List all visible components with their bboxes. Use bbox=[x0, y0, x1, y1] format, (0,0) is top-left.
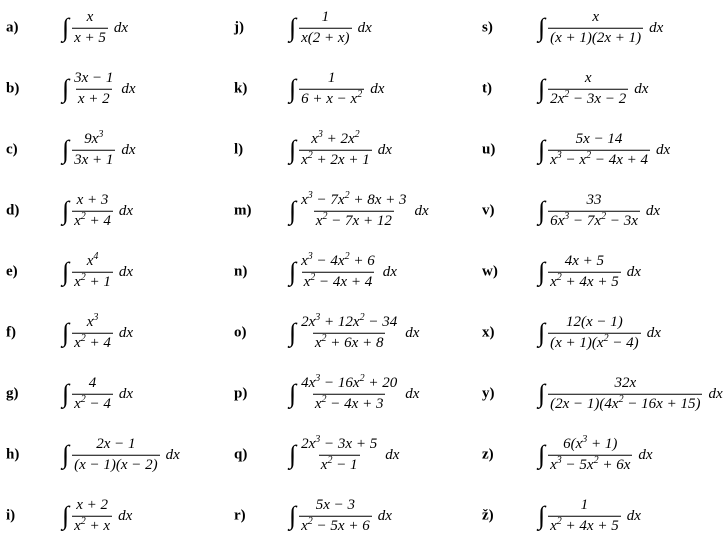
numerator: 5x − 14 bbox=[575, 130, 623, 147]
fraction bbox=[548, 132, 650, 169]
denominator: $(x + 1)(x^2 - 4)$ bbox=[550, 332, 639, 351]
integral-item-ž bbox=[482, 486, 717, 546]
differential: dx bbox=[377, 507, 392, 524]
denominator: $x^2 - 4x + 4$ bbox=[303, 271, 373, 290]
fraction bbox=[72, 71, 115, 108]
integral-sign-icon: ∫ bbox=[62, 257, 70, 286]
integral-sign-icon: ∫ bbox=[62, 379, 70, 408]
fraction bbox=[72, 437, 160, 474]
integral-item-u bbox=[482, 120, 717, 180]
integral-expression bbox=[538, 498, 641, 535]
integral-label: l) bbox=[234, 141, 244, 158]
integral-sign-icon: ∫ bbox=[289, 74, 297, 103]
integral-label: h) bbox=[6, 446, 20, 463]
fraction bbox=[299, 433, 379, 474]
integral-expression bbox=[62, 437, 180, 474]
numerator: $x^3 - 4x^2 + 6$ bbox=[301, 250, 375, 269]
integral-expression bbox=[538, 315, 661, 352]
integral-sign-icon: ∫ bbox=[538, 13, 546, 42]
fraction bbox=[72, 311, 113, 352]
fraction bbox=[548, 71, 628, 108]
integral-sign-icon: ∫ bbox=[538, 501, 546, 530]
numerator: x bbox=[584, 69, 592, 86]
fraction bbox=[548, 376, 702, 413]
integral-label: a) bbox=[6, 19, 19, 36]
integral-sign-icon: ∫ bbox=[538, 379, 546, 408]
denominator: $x^2 + x$ bbox=[74, 515, 111, 534]
fraction bbox=[548, 498, 621, 535]
numerator: 1 bbox=[580, 496, 589, 513]
integral-sign-icon: ∫ bbox=[289, 135, 297, 164]
fraction bbox=[299, 71, 364, 108]
denominator: $x^3 - 5x^2 + 6x$ bbox=[550, 454, 631, 473]
fraction bbox=[548, 10, 643, 47]
numerator: 32x bbox=[614, 374, 637, 391]
integral-sign-icon: ∫ bbox=[538, 440, 546, 469]
integral-label: ž) bbox=[482, 507, 494, 524]
integral-item-s bbox=[482, 0, 717, 58]
integral-label: i) bbox=[6, 507, 16, 524]
integral-label: r) bbox=[234, 507, 246, 524]
numerator: $9x^3$ bbox=[84, 128, 104, 147]
integral-expression bbox=[62, 128, 136, 169]
integral-item-a bbox=[6, 0, 241, 58]
denominator: $x^2 + 4x + 5$ bbox=[550, 515, 619, 534]
integral-expression bbox=[289, 311, 420, 352]
denominator: $x^2 - 5x + 6$ bbox=[301, 515, 370, 534]
denominator: $x^3 - x^2 - 4x + 4$ bbox=[550, 149, 648, 168]
numerator: $4x^3 - 16x^2 + 20$ bbox=[301, 372, 398, 391]
differential: dx bbox=[118, 507, 133, 524]
denominator: x + 5 bbox=[74, 29, 106, 46]
differential: dx bbox=[626, 507, 641, 524]
integral-label: z) bbox=[482, 446, 494, 463]
integral-sign-icon: ∫ bbox=[289, 13, 297, 42]
integral-item-d bbox=[6, 181, 241, 241]
integral-expression bbox=[62, 498, 132, 535]
differential: dx bbox=[121, 141, 136, 158]
integral-label: d) bbox=[6, 202, 20, 219]
integral-item-j bbox=[234, 0, 469, 58]
integral-expression bbox=[289, 372, 420, 413]
fraction bbox=[72, 10, 108, 47]
fraction bbox=[72, 250, 113, 291]
numerator: 5x − 3 bbox=[315, 496, 356, 513]
numerator: 4 bbox=[88, 374, 97, 391]
integral-sign-icon: ∫ bbox=[289, 257, 297, 286]
integral-expression bbox=[538, 433, 653, 474]
integral-sign-icon: ∫ bbox=[538, 196, 546, 225]
integral-item-x bbox=[482, 303, 717, 363]
denominator: $x^2 + 1$ bbox=[74, 271, 111, 290]
numerator: x bbox=[592, 8, 599, 25]
fraction bbox=[299, 498, 372, 535]
fraction bbox=[299, 128, 372, 169]
integral-item-i bbox=[6, 486, 241, 546]
integral-item-l bbox=[234, 120, 469, 180]
differential: dx bbox=[121, 80, 136, 97]
denominator: $x^2 + 6x + 8$ bbox=[314, 332, 384, 351]
integral-item-c bbox=[6, 120, 244, 180]
differential: dx bbox=[357, 19, 372, 36]
integral-expression bbox=[62, 376, 133, 413]
numerator: $2x^3 - 3x + 5$ bbox=[301, 433, 378, 452]
fraction bbox=[548, 193, 640, 230]
integral-expression bbox=[289, 189, 429, 230]
integral-label: k) bbox=[234, 80, 248, 97]
fraction bbox=[299, 311, 399, 352]
integral-item-o bbox=[234, 303, 469, 363]
integral-item-e bbox=[6, 242, 241, 302]
integral-sign-icon: ∫ bbox=[62, 501, 70, 530]
integral-sign-icon: ∫ bbox=[538, 318, 546, 347]
integral-label: o) bbox=[234, 324, 247, 341]
integral-label: b) bbox=[6, 80, 20, 97]
differential: dx bbox=[118, 324, 134, 341]
differential: dx bbox=[405, 385, 420, 402]
fraction bbox=[299, 10, 351, 47]
integral-item-w bbox=[482, 242, 717, 302]
differential: dx bbox=[385, 446, 400, 463]
differential: dx bbox=[382, 263, 397, 280]
denominator: $x^2 + 4x + 5$ bbox=[550, 271, 619, 290]
integral-sign-icon: ∫ bbox=[62, 440, 70, 469]
denominator: $2x^2 - 3x - 2$ bbox=[550, 88, 627, 107]
numerator: 1 bbox=[321, 8, 330, 25]
differential: dx bbox=[649, 19, 664, 36]
integral-label: c) bbox=[6, 141, 18, 158]
denominator: $x^2 - 4$ bbox=[74, 393, 111, 412]
integral-sign-icon: ∫ bbox=[289, 379, 297, 408]
integral-label: n) bbox=[234, 263, 248, 280]
denominator: $x^2 + 2x + 1$ bbox=[301, 149, 370, 168]
differential: dx bbox=[165, 446, 180, 463]
integral-label: e) bbox=[6, 263, 18, 280]
integral-item-q bbox=[234, 425, 469, 485]
integral-sign-icon: ∫ bbox=[538, 257, 546, 286]
integral-sign-icon: ∫ bbox=[289, 501, 297, 530]
integral-expression bbox=[62, 250, 134, 291]
integral-sign-icon: ∫ bbox=[289, 196, 297, 225]
integral-sign-icon: ∫ bbox=[62, 318, 70, 347]
differential: dx bbox=[708, 385, 723, 402]
numerator: x + 2 bbox=[76, 496, 108, 513]
integral-sign-icon: ∫ bbox=[538, 135, 546, 164]
differential: dx bbox=[118, 202, 134, 219]
differential: dx bbox=[377, 141, 392, 158]
integral-expression bbox=[289, 433, 400, 474]
integral-label: q) bbox=[234, 446, 248, 463]
integral-sign-icon: ∫ bbox=[62, 196, 70, 225]
integral-label: t) bbox=[482, 80, 492, 97]
integral-item-n bbox=[234, 242, 469, 302]
denominator: $(2x - 1)(4x^2 - 16x + 15)$ bbox=[550, 393, 701, 412]
integral-item-b bbox=[6, 59, 241, 119]
denominator: $x^2 - 7x + 12$ bbox=[315, 210, 392, 229]
integral-item-g bbox=[6, 364, 241, 424]
differential: dx bbox=[626, 263, 641, 280]
numerator: 4x + 5 bbox=[564, 252, 605, 269]
integral-label: f) bbox=[6, 324, 16, 341]
fraction bbox=[299, 250, 377, 291]
differential: dx bbox=[118, 263, 134, 280]
numerator: 2x − 1 bbox=[96, 435, 136, 452]
fraction bbox=[548, 315, 641, 352]
denominator: x + 2 bbox=[77, 90, 110, 107]
differential: dx bbox=[113, 19, 129, 36]
fraction bbox=[548, 254, 621, 291]
integral-expression bbox=[289, 10, 372, 47]
differential: dx bbox=[370, 80, 385, 97]
integral-sign-icon: ∫ bbox=[62, 74, 70, 103]
numerator: x bbox=[86, 8, 94, 25]
denominator: (x − 1)(x − 2) bbox=[74, 456, 158, 473]
differential: dx bbox=[646, 324, 661, 341]
differential: dx bbox=[638, 446, 653, 463]
integral-label: s) bbox=[482, 19, 493, 36]
denominator: 3x + 1 bbox=[74, 151, 114, 168]
integral-label: y) bbox=[482, 385, 495, 402]
numerator: $x^4$ bbox=[86, 250, 99, 269]
integral-label: u) bbox=[482, 141, 496, 158]
integral-item-f bbox=[6, 303, 241, 363]
integral-expression bbox=[538, 254, 641, 291]
integral-expression bbox=[538, 376, 723, 413]
integral-sign-icon: ∫ bbox=[289, 440, 297, 469]
integral-item-p bbox=[234, 364, 469, 424]
numerator: x + 3 bbox=[76, 191, 109, 208]
numerator: $x^3 - 7x^2 + 8x + 3$ bbox=[301, 189, 407, 208]
denominator: $6x^3 - 7x^2 - 3x$ bbox=[550, 210, 638, 229]
denominator: x(2 + x) bbox=[301, 29, 350, 46]
fraction bbox=[548, 433, 632, 474]
denominator: $x^2 + 4$ bbox=[74, 210, 111, 229]
integral-expression bbox=[62, 311, 134, 352]
fraction bbox=[72, 498, 112, 535]
integral-expression bbox=[538, 71, 648, 108]
numerator: $6(x^3 + 1)$ bbox=[563, 433, 618, 452]
differential: dx bbox=[655, 141, 671, 158]
numerator: 1 bbox=[327, 69, 336, 86]
differential: dx bbox=[634, 80, 649, 97]
integral-item-v bbox=[482, 181, 717, 241]
denominator: $x^2 - 1$ bbox=[320, 454, 358, 473]
integral-item-t bbox=[482, 59, 717, 119]
integral-label: m) bbox=[234, 202, 252, 219]
fraction bbox=[72, 376, 113, 413]
fraction bbox=[72, 128, 115, 169]
denominator: $x^2 - 4x + 3$ bbox=[314, 393, 384, 412]
integral-label: j) bbox=[234, 19, 244, 36]
integral-sign-icon: ∫ bbox=[289, 318, 297, 347]
integral-expression bbox=[538, 132, 670, 169]
numerator: $x^3$ bbox=[86, 311, 99, 330]
denominator: $6 + x - x^2$ bbox=[301, 88, 363, 107]
integral-label: w) bbox=[482, 263, 498, 280]
numerator: 3x − 1 bbox=[74, 69, 114, 86]
integral-expression bbox=[289, 71, 384, 108]
integral-item-y bbox=[482, 364, 723, 424]
fraction bbox=[299, 372, 399, 413]
integral-expression bbox=[289, 250, 397, 291]
differential: dx bbox=[414, 202, 429, 219]
integral-expression bbox=[289, 128, 392, 169]
denominator: (x + 1)(2x + 1) bbox=[550, 29, 642, 46]
numerator: 12(x − 1) bbox=[566, 313, 623, 330]
differential: dx bbox=[645, 202, 661, 219]
integral-expression bbox=[538, 10, 663, 47]
integral-expression bbox=[62, 193, 133, 230]
integral-item-h bbox=[6, 425, 241, 485]
fraction bbox=[299, 189, 408, 230]
integral-expression bbox=[289, 498, 392, 535]
integral-item-k bbox=[234, 59, 469, 119]
integral-item-z bbox=[482, 425, 717, 485]
integral-expression bbox=[538, 193, 660, 230]
integral-label: g) bbox=[6, 385, 19, 402]
numerator: $x^3 + 2x^2$ bbox=[311, 128, 360, 147]
integral-label: v) bbox=[482, 202, 495, 219]
differential: dx bbox=[118, 385, 134, 402]
integral-label: p) bbox=[234, 385, 248, 402]
numerator: 33 bbox=[586, 191, 602, 208]
integral-sign-icon: ∫ bbox=[62, 135, 70, 164]
integral-sign-icon: ∫ bbox=[538, 74, 546, 103]
integral-item-r bbox=[234, 486, 469, 546]
denominator: $x^2 + 4$ bbox=[74, 332, 111, 351]
integral-expression bbox=[62, 71, 136, 108]
integral-item-m bbox=[234, 181, 469, 241]
fraction bbox=[72, 193, 113, 230]
numerator: $2x^3 + 12x^2 - 34$ bbox=[301, 311, 398, 330]
integral-label: x) bbox=[482, 324, 495, 341]
integral-expression bbox=[62, 10, 128, 47]
integral-sign-icon: ∫ bbox=[62, 13, 70, 42]
differential: dx bbox=[405, 324, 420, 341]
